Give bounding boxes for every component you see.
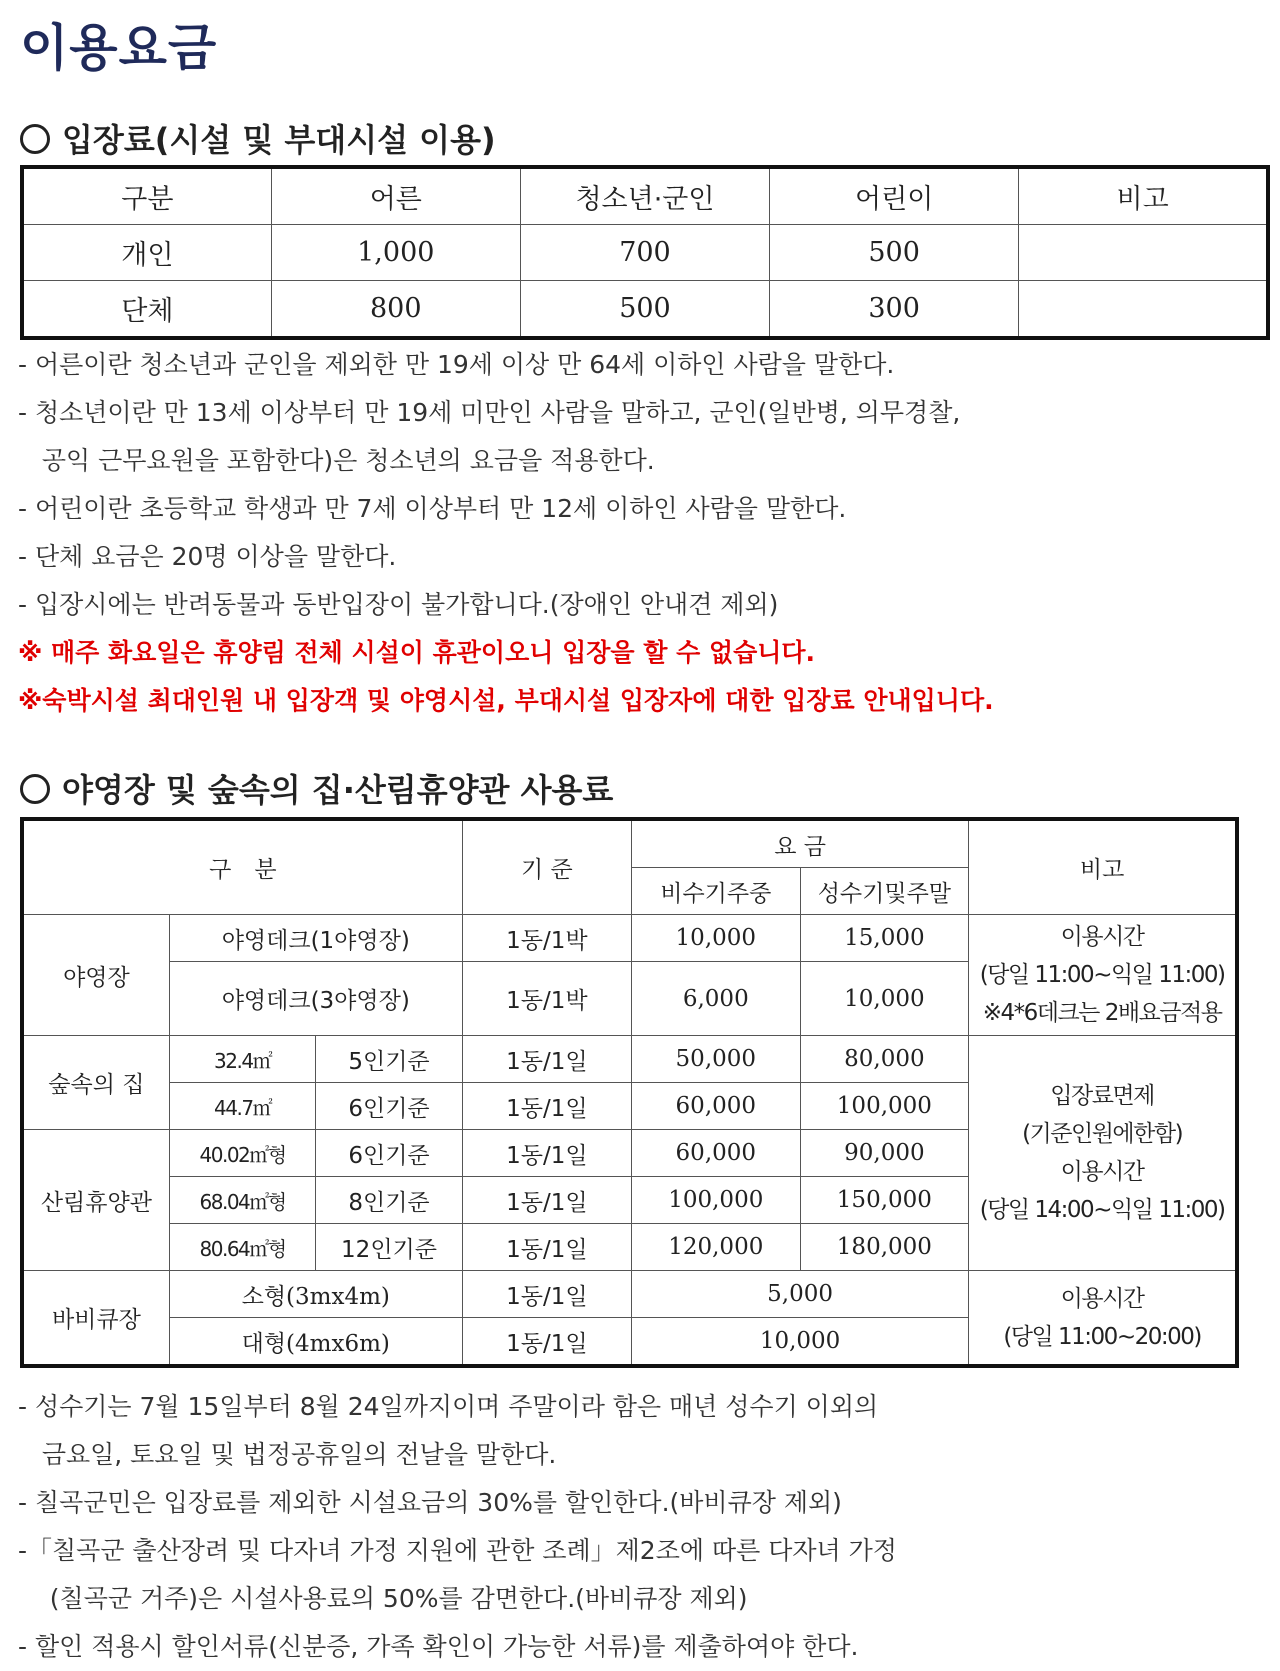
standard-cell: 1동/1일	[462, 1083, 631, 1130]
camping-label: 야영장	[22, 915, 169, 1036]
note-cell	[1019, 281, 1268, 339]
camping-remark	[969, 915, 1237, 1036]
header-cell: 청소년·군인	[520, 167, 769, 225]
bbq-label: 바비큐장	[22, 1271, 169, 1367]
header-standard: 기 준	[462, 819, 631, 915]
peak-fee: 180,000	[800, 1224, 969, 1271]
bbq-fee: 5,000	[632, 1271, 969, 1318]
note-cell	[1019, 225, 1268, 281]
youth-fee: 700	[520, 225, 769, 281]
header-cell: 어린이	[770, 167, 1019, 225]
standard-cell: 1동/1박	[462, 962, 631, 1036]
area-cell: 32.4㎡	[169, 1036, 316, 1083]
remark-line: 입장료면제	[1050, 1083, 1154, 1109]
offpeak-fee: 50,000	[632, 1036, 801, 1083]
capacity-cell: 8인기준	[316, 1177, 462, 1224]
header-cell: 비고	[1019, 167, 1268, 225]
capacity-cell: 5인기준	[316, 1036, 462, 1083]
table-row	[22, 1271, 1237, 1318]
capacity-cell: 12인기준	[316, 1224, 462, 1271]
area-cell: 80.64㎡형	[169, 1224, 316, 1271]
note-line: 공익 근무요원을 포함한다)은 청소년의 요금을 적용한다.	[18, 446, 655, 475]
child-fee: 500	[770, 225, 1019, 281]
offpeak-fee: 60,000	[632, 1083, 801, 1130]
youth-fee: 500	[520, 281, 769, 339]
remark-line: 이용시간	[1060, 1159, 1144, 1185]
note-line: - 칠곡군민은 입장료를 제외한 시설요금의 30%를 할인한다.(바비큐장 제외)	[18, 1488, 842, 1517]
note-line: - 어른이란 청소년과 군인을 제외한 만 19세 이상 만 64세 이하인 사람을 말한다.	[18, 350, 895, 379]
standard-cell: 1동/1일	[462, 1318, 631, 1367]
area-cell: 44.7㎡	[169, 1083, 316, 1130]
note-line: - 어린이란 초등학교 학생과 만 7세 이상부터 만 12세 이하인 사람을 말한다.	[18, 494, 847, 523]
bbq-fee: 10,000	[632, 1318, 969, 1367]
facility-name: 소형(3mx4m)	[169, 1271, 462, 1318]
child-fee: 300	[770, 281, 1019, 339]
header-cell: 구분	[22, 167, 271, 225]
remark-line: 이용시간	[1060, 1285, 1144, 1312]
remark-line: 이용시간	[1060, 924, 1144, 950]
note-line: - 단체 요금은 20명 이상을 말한다.	[18, 542, 397, 571]
capacity-cell: 6인기준	[316, 1130, 462, 1177]
facility-name: 야영데크(3야영장)	[169, 962, 462, 1036]
adult-fee: 800	[271, 281, 520, 339]
remark-line: ※4*6데크는 2배요금적용	[982, 1000, 1222, 1026]
standard-cell: 1동/1박	[462, 915, 631, 962]
remark-line: (당일 11:00~익일 11:00)	[979, 962, 1225, 988]
forest-house-label: 숲속의 집	[22, 1036, 169, 1130]
admission-fee-table	[20, 165, 1270, 340]
header-offpeak: 비수기주중	[632, 868, 801, 915]
standard-cell: 1동/1일	[462, 1177, 631, 1224]
area-cell: 40.02㎡형	[169, 1130, 316, 1177]
offpeak-fee: 100,000	[632, 1177, 801, 1224]
warning-line: ※숙박시설 최대인원 내 입장객 및 야영시설, 부대시설 입장자에 대한 입장료 안내입니다.	[18, 686, 994, 715]
peak-fee: 150,000	[800, 1177, 969, 1224]
capacity-cell: 6인기준	[316, 1083, 462, 1130]
peak-fee: 80,000	[800, 1036, 969, 1083]
section-title-text: 입장료(시설 및 부대시설 이용)	[62, 121, 496, 159]
section-title-admission	[20, 115, 496, 161]
recreation-label: 산림휴양관	[22, 1130, 169, 1271]
header-category: 구 분	[22, 819, 462, 915]
note-line: (칠곡군 거주)은 시설사용료의 50%를 감면한다.(바비큐장 제외)	[18, 1584, 748, 1613]
note-line: - 할인 적용시 할인서류(신분증, 가족 확인이 가능한 서류)를 제출하여야 한다.	[18, 1632, 859, 1661]
page-title: 이용요금	[20, 19, 218, 77]
note-line: -「칠곡군 출산장려 및 다자녀 가정 지원에 관한 조례」제2조에 따른 다자녀 가정	[18, 1536, 897, 1565]
table-header-row	[22, 819, 1237, 868]
table-header-row	[22, 167, 1268, 225]
header-fee: 요 금	[632, 819, 969, 868]
offpeak-fee: 6,000	[632, 962, 801, 1036]
remark-line: (당일 14:00~익일 11:00)	[979, 1197, 1225, 1223]
peak-fee: 10,000	[800, 962, 969, 1036]
header-cell: 어른	[271, 167, 520, 225]
warning-line: ※ 매주 화요일은 휴양림 전체 시설이 휴관이오니 입장을 할 수 없습니다.	[18, 638, 816, 667]
facility-notes	[18, 1383, 897, 1671]
offpeak-fee: 120,000	[632, 1224, 801, 1271]
peak-fee: 100,000	[800, 1083, 969, 1130]
admission-notes	[18, 341, 994, 725]
area-cell: 68.04㎡형	[169, 1177, 316, 1224]
facility-fee-table	[20, 817, 1239, 1368]
circle-bullet-icon	[20, 124, 50, 154]
facility-name: 대형(4mx6m)	[169, 1318, 462, 1367]
peak-fee: 15,000	[800, 915, 969, 962]
standard-cell: 1동/1일	[462, 1130, 631, 1177]
circle-bullet-icon	[20, 774, 50, 804]
note-line: - 청소년이란 만 13세 이상부터 만 19세 미만인 사람을 말하고, 군인(일반병, 의무경찰,	[18, 398, 961, 427]
bbq-remark	[969, 1271, 1237, 1367]
note-line: - 입장시에는 반려동물과 동반입장이 불가합니다.(장애인 안내견 제외)	[18, 590, 779, 619]
table-row	[22, 1036, 1237, 1083]
remark-line: (당일 11:00~20:00)	[1003, 1323, 1201, 1350]
offpeak-fee: 60,000	[632, 1130, 801, 1177]
remark-line: (기준인원에한함)	[1022, 1121, 1183, 1147]
header-peak: 성수기및주말	[800, 868, 969, 915]
adult-fee: 1,000	[271, 225, 520, 281]
table-row	[22, 915, 1237, 962]
standard-cell: 1동/1일	[462, 1224, 631, 1271]
standard-cell: 1동/1일	[462, 1036, 631, 1083]
note-line: 금요일, 토요일 및 법정공휴일의 전날을 말한다.	[18, 1440, 557, 1469]
table-row	[22, 225, 1268, 281]
header-note: 비고	[969, 819, 1237, 915]
section-title-facility	[20, 765, 613, 811]
peak-fee: 90,000	[800, 1130, 969, 1177]
table-row	[22, 281, 1268, 339]
lodging-remark	[969, 1036, 1237, 1271]
row-label: 단체	[22, 281, 271, 339]
section-title-text: 야영장 및 숲속의 집·산림휴양관 사용료	[62, 771, 614, 809]
standard-cell: 1동/1일	[462, 1271, 631, 1318]
note-line: - 성수기는 7월 15일부터 8월 24일까지이며 주말이라 함은 매년 성수기 이외의	[18, 1392, 879, 1421]
facility-name: 야영데크(1야영장)	[169, 915, 462, 962]
offpeak-fee: 10,000	[632, 915, 801, 962]
row-label: 개인	[22, 225, 271, 281]
